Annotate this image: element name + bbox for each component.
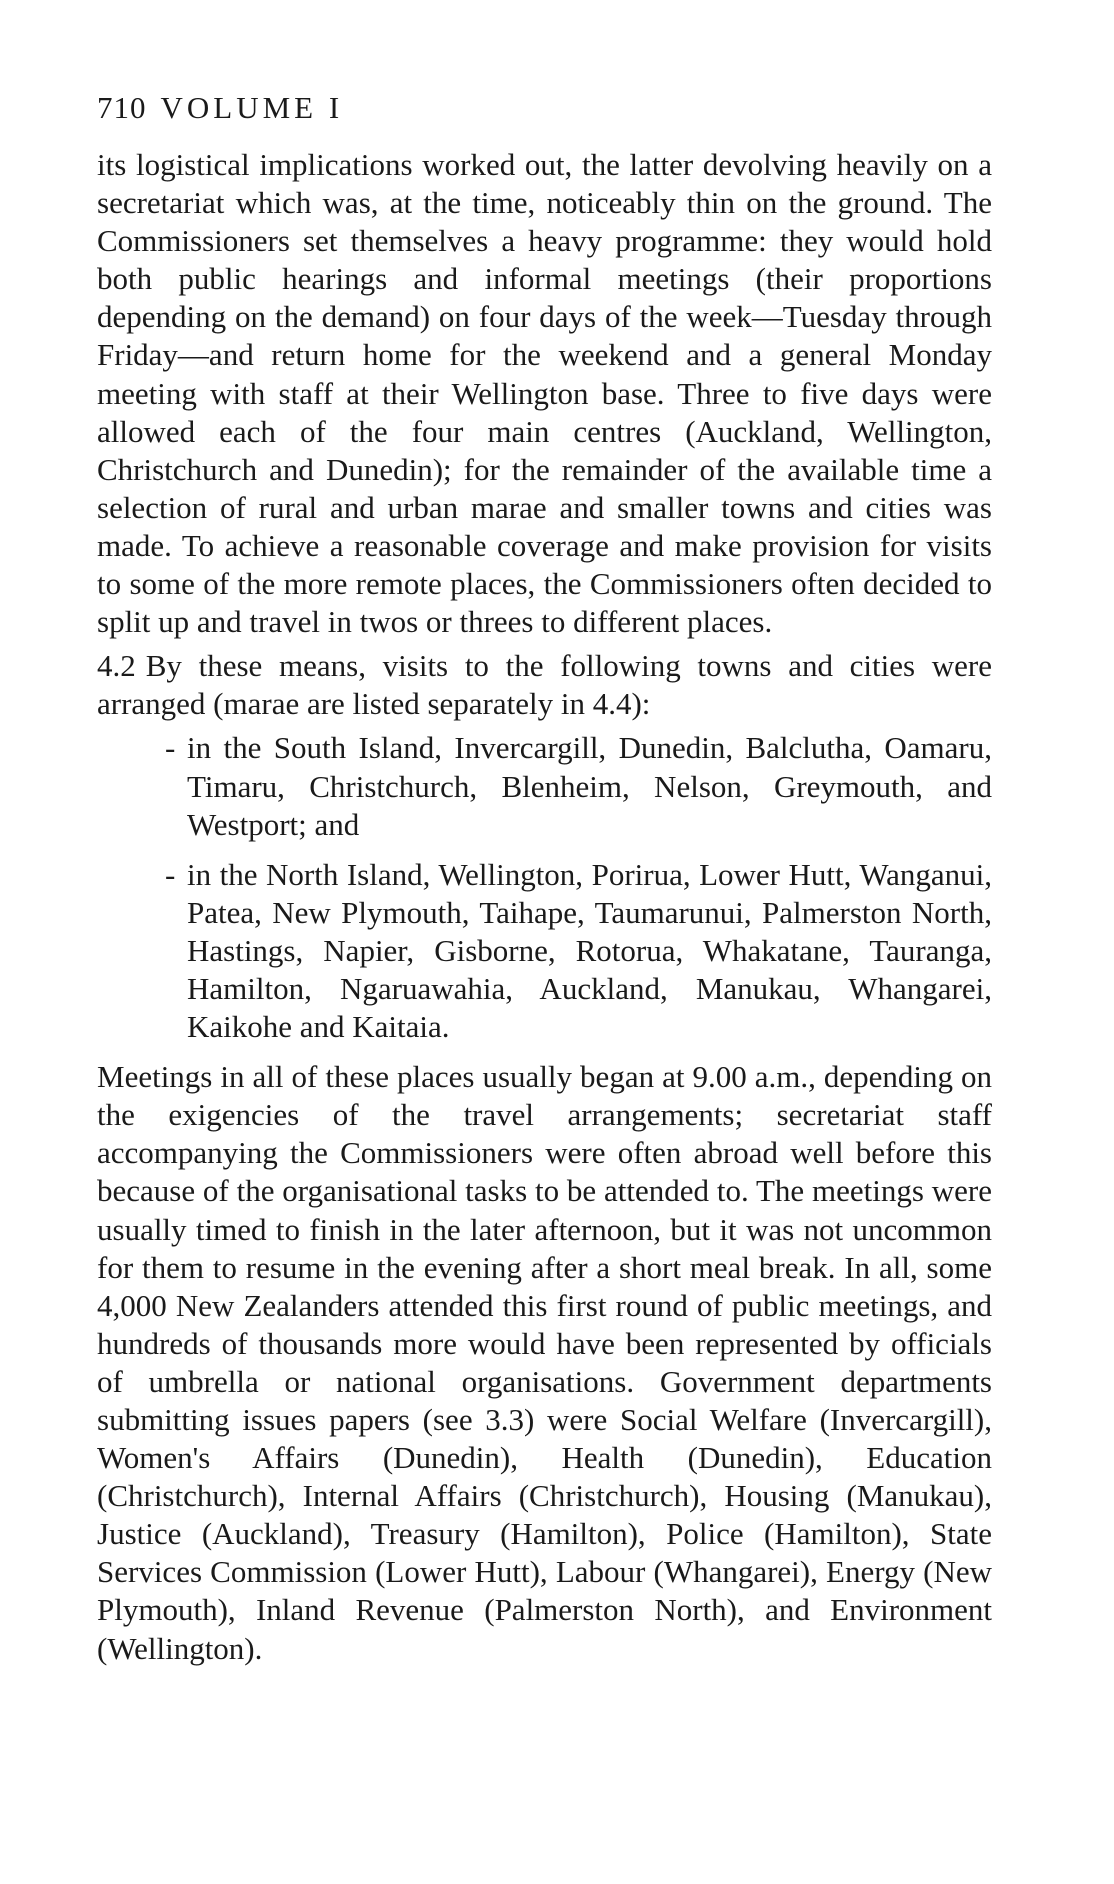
page-number: 710 [97, 90, 147, 125]
list-item-text: in the South Island, Invercargill, Dunedin, Balclutha, Oamaru, Timaru, Christchurch, Blenheim, Nelson, Greymouth, and Westport; and [187, 730, 992, 842]
section-4-2-text: By these means, visits to the following towns and cities were arranged (marae are listed separately in 4.4): [97, 648, 992, 722]
list-item-south-island [165, 729, 992, 843]
paragraph-section-4-2 [97, 647, 992, 723]
list-dash: - [165, 730, 176, 766]
section-number: 4.2 [97, 648, 136, 684]
list-item-text: in the North Island, Wellington, Porirua, Lower Hutt, Wanganui, Patea, New Plymouth, Taihape, Taumarunui, Palmerston North, Hastings, Napier, Gisborne, Rotorua, Whakatane, Tauranga, Hamilton, Ngaruawahia, Auckland, Manukau, Whangarei, Kaikohe and Kaitaia. [187, 856, 992, 1045]
document-page [97, 88, 992, 1668]
paragraph-continued: its logistical implications worked out, the latter devolving heavily on a secretariat which was, at the time, noticeably thin on the ground. The Commissioners set themselves a heavy programme: they would hold both public hearings and informal meetings (their proportions depending on the demand) on four days of the week—Tuesday through Friday—and return home for the weekend and a general Monday meeting with staff at their Wellington base. Three to five days were allowed each of the four main centres (Auckland, Wellington, Christchurch and Dunedin); for the remainder of the available time a selection of rural and urban marae and smaller towns and cities was made. To achieve a reasonable coverage and make provision for visits to some of the more remote places, the Commissioners often decided to split up and travel in twos or threes to different places. [97, 147, 992, 640]
running-head [97, 88, 992, 128]
places-list [97, 729, 992, 1046]
list-item-north-island [165, 856, 992, 1046]
list-dash: - [165, 856, 176, 892]
volume-label: VOLUME I [160, 90, 344, 125]
paragraph-meetings: Meetings in all of these places usually began at 9.00 a.m., depending on the exigencies of the travel arrangements; secretariat staff accompanying the Commissioners were often abroad well before this because of the organisational tasks to be attended to. The meetings were usually timed to finish in the later afternoon, but it was not uncommon for them to resume in the evening after a short meal break. In all, some 4,000 New Zealanders attended this first round of public meetings, and hundreds of thousands more would have been represented by officials of umbrella or national organisations. Government departments submitting issues papers (see 3.3) were Social Welfare (Invercargill), Women's Affairs (Dunedin), Health (Dunedin), Education (Christchurch), Internal Affairs (Christchurch), Housing (Manukau), Justice (Auckland), Treasury (Hamilton), Police (Hamilton), State Services Commission (Lower Hutt), Labour (Whangarei), Energy (New Plymouth), Inland Revenue (Palmerston North), and Environment (Wellington). [97, 1059, 992, 1666]
